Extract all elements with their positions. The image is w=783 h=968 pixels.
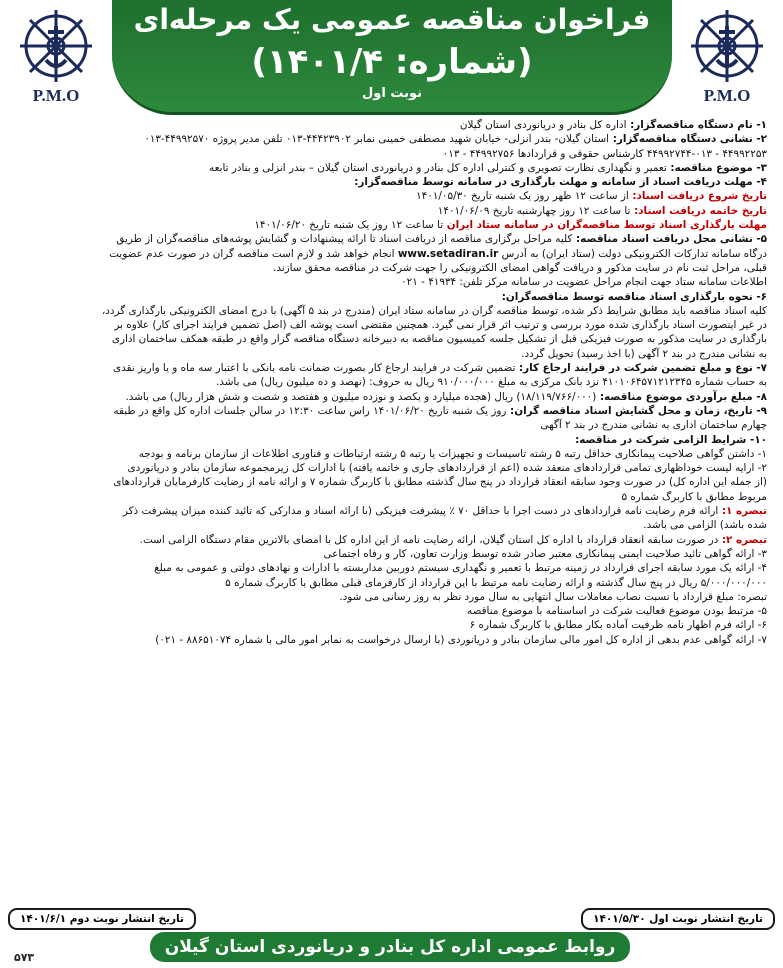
notice-text: ۳- ارائه گواهی تائید صلاحیت ایمنی پیمانکاری معتبر صادر شده توسط وزارت تعاون، کار و رفاه اجتماعی [323,547,767,560]
notice-text: (از جمله این اداره کل) در صورت وجود سابقه انعقاد قرارداد در پنج سال گذشته مطابق با کاربرگ شماره ۷ و ارائه نامه از رضایت کارفرمایان قراردادهای [113,476,767,489]
notice-text: ۴- ارائه یک مورد سابقه اجرای قرارداد در زمینه مرتبط با تعمیر و نگهداری سیستم دوربین مداربسته با ادارات و نهادهای دولتی و عمومی به مبلغ [154,562,767,575]
notice-text: در غیر اینصورت اسناد بارگذاری شده مورد بررسی و ترتیب اثر قرار نمی گیرد. همچنین مقتضی است پوشه الف (اصل تضمین فرایند اجرای کار) علاوه بر [114,319,767,332]
notice-text: بارگذاری در سایت مذکور به صورت فیزیکی قبل از تشکیل جلسه کمیسیون مناقصه به دبیرخانه دستگاه مناقصه گزار واقع در طبقه همکف ساختمان اداری [111,333,767,346]
notice-line [16,490,767,504]
notice-line [16,218,767,232]
notice-text: ۵/۰۰۰/۰۰۰/۰۰۰ ریال در پنج سال گذشته و ارائه رضایت نامه مرتبط با این قرارداد از کارفرمای قبلی مطابق با کاربرگ شماره ۵ [225,576,767,589]
anchor-wheel-icon [16,6,96,86]
section-heading: ۴- مهلت دریافت اسناد از سامانه و مهلت بارگذاری در سامانه توسط مناقصه‌گزار: [354,176,767,189]
notice-line [16,418,767,432]
logo-label: P.M.O [32,86,80,105]
section-heading: ۷- نوع و مبلغ تضمین شرکت در فرایند ارجاع کار: [515,362,767,375]
notice-text: ۱- داشتن گواهی صلاحیت پیمانکاری حداقل رتبه ۵ رشته تاسیسات و تجهیزات یا رتبه ۵ رشته ارتباطات و فناوری اطلاعات از سازمان برنامه و بودجه [138,447,767,460]
notice-text: درگاه سامانه تدارکات الکترونیکی دولت (ستاد ایران) به آدرس [498,247,767,260]
notice-text: کلیه اسناد مناقصه باید مطابق شرایط ذکر شده، توسط مناقصه گران در سامانه ستاد ایران (مندرج در بند ۵ آگهی) با درج امضای الکترونیکی بارگذاری گردد، [101,304,767,317]
notice-text: تبصره: مبلغ قرارداد با نسبت نصاب معاملات سال انتهایی به سال مورد نظر به روز رسانی می شود. [339,590,767,603]
notice-line [16,390,767,404]
notice-text: استان گیلان- بندر انزلی- خیابان شهید مصطفی خمینی نمابر ۴۴۴۲۳۹۰۲-۰۱۳ تلفن مدیر پروژه ۴۴۹۹۲۵۷۰-۰۱۳ [144,133,610,146]
notice-line [16,118,767,132]
notice-line [16,604,767,618]
highlighted-label: تاریخ شروع دریافت اسناد: [628,190,767,203]
notice-line [16,461,767,475]
anchor-wheel-icon [687,6,767,86]
notice-text: تا ساعت ۱۲ روز یک شنبه تاریخ ۱۴۰۱/۰۶/۲۰ [254,219,444,232]
section-heading: ۱- نام دستگاه مناقصه‌گزار: [626,119,767,131]
logo-label: P.M.O [703,86,751,105]
section-heading: ۹- تاریخ، زمان و محل گشایش اسناد مناقصه گران: [506,404,767,417]
notice-line [16,318,767,332]
notice-line [16,518,767,532]
notice-text: روز یک شنبه تاریخ ۱۴۰۱/۰۶/۲۰ راس ساعت ۱۲:۳۰ در سالن جلسات اداره کل واقع در طبقه [113,404,507,417]
notice-line [16,590,767,604]
section-heading: ۶- نحوه بارگذاری اسناد مناقصه توسط مناقصه‌گران: [501,290,767,303]
notice-text: تا ساعت ۱۲ روز چهارشنبه تاریخ ۱۴۰۱/۰۶/۰۹ [437,204,631,217]
section-heading: ۱۰- شرایط الزامی شرکت در مناقصه: [575,433,767,446]
notice-line [16,433,767,447]
notice-line [16,204,767,218]
notice-text: ۷- ارائه گواهی عدم بدهی از اداره کل امور مالی سازمان بنادر و دریانوردی (با ارسال درخواست به نمابر امور مالی با شماره ۸۸۶۵۱۰۷۴ - ۰۲۱) [155,633,767,646]
header [0,0,783,112]
notice-text: اطلاعات سامانه ستاد جهت انجام مراحل عضویت در سامانه مرکز تلفن: ۴۱۹۳۴ - ۰۲۱ [401,276,767,289]
notice-text: انجام خواهد شد و لازم است مناقصه گران در صورت عدم عضویت [109,247,398,260]
notice-line [16,375,767,389]
notice-text: قبلی، مراحل ثبت نام در سایت مذکور و دریافت گواهی امضای الکترونیکی را جهت شرکت در مناقصه محقق سازند. [273,261,767,274]
notice-line [16,132,767,146]
first-publication-date: تاریخ انتشار نوبت اول ۱۴۰۱/۵/۳۰ [581,908,775,930]
second-publication-date: تاریخ انتشار نوبت دوم ۱۴۰۱/۶/۱ [8,908,196,930]
highlighted-label: تبصره ۲: [718,533,767,546]
section-heading: ۸- مبلغ برآوردی موضوع مناقصه: [596,390,767,403]
notice-round: نوبت اول [361,86,423,101]
notice-line [16,361,767,375]
notice-text: ۶- ارائه فرم اظهار نامه ظرفیت آماده بکار مطابق با کاربرگ شماره ۶ [469,619,767,632]
notice-text: در صورت سابقه انعقاد قرارداد با اداره کل استان گیلان، ارائه رضایت نامه از این اداره کل با امضای بالاترین مقام دستگاه الزامی است. [139,533,719,546]
section-heading: ۳- موضوع مناقصه: [666,161,767,174]
footer-public-relations: روابط عمومی اداره کل بنادر و دریانوردی استان گیلان [150,932,630,962]
notice-text: کلیه مراحل برگزاری مناقصه از دریافت اسناد تا ارائه پیشنهادات و گشایش پوشه‌های مناقصه‌گران از طریق [116,233,573,246]
notice-line [16,261,767,275]
highlighted-label: تبصره ۱: [718,505,767,518]
notice-line [16,332,767,346]
notice-line [16,161,767,175]
notice-line [16,504,767,518]
notice-text: مربوط مطابق با کاربرگ شماره ۵ [621,490,767,503]
notice-text: از ساعت ۱۲ ظهر روز یک شنبه تاریخ ۱۴۰۱/۰۵/۳۰ [416,190,629,203]
notice-text: اداره کل بنادر و دریانوردی استان گیلان [459,119,627,131]
notice-line [16,189,767,203]
notice-line [16,247,767,261]
notice-title: فراخوان مناقصه عمومی یک مرحله‌ای [133,3,651,36]
notice-body [16,118,767,904]
highlighted-label: تاریخ خاتمه دریافت اسناد: [630,204,767,217]
notice-line [16,232,767,246]
notice-text: ۲- ارایه لیست خوداظهاری تمامی قراردادهای منعقد شده (اعم از قراردادهای جاری و خاتمه یافته) با ادارات کل زیرمجموعه سازمان بنادر و دریانوردی [127,462,767,475]
notice-line [16,475,767,489]
publication-dates [8,906,775,928]
notice-text: ۴۴۹۹۲۲۵۳ - ۴۴۹۹۲۷۴۴-۰۱۳ کارشناس حقوقی و قراردادها ۴۴۹۹۲۷۵۶ - ۰۱۳ [442,147,767,160]
notice-line [16,547,767,561]
notice-line [16,175,767,189]
notice-line [16,561,767,575]
notice-line [16,576,767,590]
page-number: ۵۷۳ [14,951,35,964]
notice-line [16,447,767,461]
notice-line [16,304,767,318]
pmo-logo-left [6,6,106,114]
section-heading: ۲- نشانی دستگاه مناقصه‌گزار: [609,133,767,146]
notice-line [16,618,767,632]
notice-line [16,533,767,547]
highlighted-label: مهلت بارگذاری اسناد توسط مناقصه‌گران در سامانه ستاد ایران [443,219,767,232]
title-banner [112,0,672,115]
pmo-logo-right [677,6,777,114]
notice-text: چهارم ساختمان اداری به نشانی مندرج در بند ۲ آگهی [540,419,767,432]
notice-text: ۵- مرتبط بودن موضوع فعالیت شرکت در اساسنامه با موضوع مناقصه [467,605,767,618]
notice-text: به حساب شماره ۴۱۰۱۰۶۴۵۷۱۲۱۲۳۴۵ نزد بانک مرکزی به مبلغ ۹۱۰/۰۰۰/۰۰۰ ریال به حروف: (نهصد و ده میلیون ریال) می باشد. [215,376,767,389]
section-heading: ۵- نشانی محل دریافت اسناد مناقصه: [572,233,767,246]
notice-line [16,633,767,647]
notice-line [16,290,767,304]
notice-line [16,404,767,418]
notice-line [16,347,767,361]
notice-text: تضمین شرکت در فرایند ارجاع کار بصورت ضمانت نامه بانکی با اعتبار سه ماه و یا واریز نقدی [113,362,516,375]
notice-text: تعمیر و نگهداری نظارت تصویری و کنترلی اداره کل بنادر و دریانوردی استان گیلان – بندر انزلی و بنادر تابعه [209,161,667,174]
notice-text: شده باشد) الزامی می باشد. [643,519,767,532]
notice-line [16,275,767,289]
notice-text: ارائه فرم رضایت نامه قراردادهای در دست اجرا با حداقل ۷۰ ٪ پیشرفت فیزیکی (با ارائه اسناد و مدارکی که تائید کننده میزان پیشرفت ذکر [122,505,719,518]
notice-number: (شماره: ۱۴۰۱/۴) [251,42,533,82]
notice-text: به نشانی مندرج در بند ۲ آگهی (با اخذ رسید) تحویل گردد. [521,347,767,360]
notice-text: (۱۸/۱۱۹/۷۶۶/۰۰۰) ریال (هجده میلیارد و یکصد و نوزده میلیون و هفتصد و شصت و شش هزار ریال) می باشد. [125,390,597,403]
notice-line [16,147,767,161]
section-heading: www.setadiran.ir [397,247,499,260]
